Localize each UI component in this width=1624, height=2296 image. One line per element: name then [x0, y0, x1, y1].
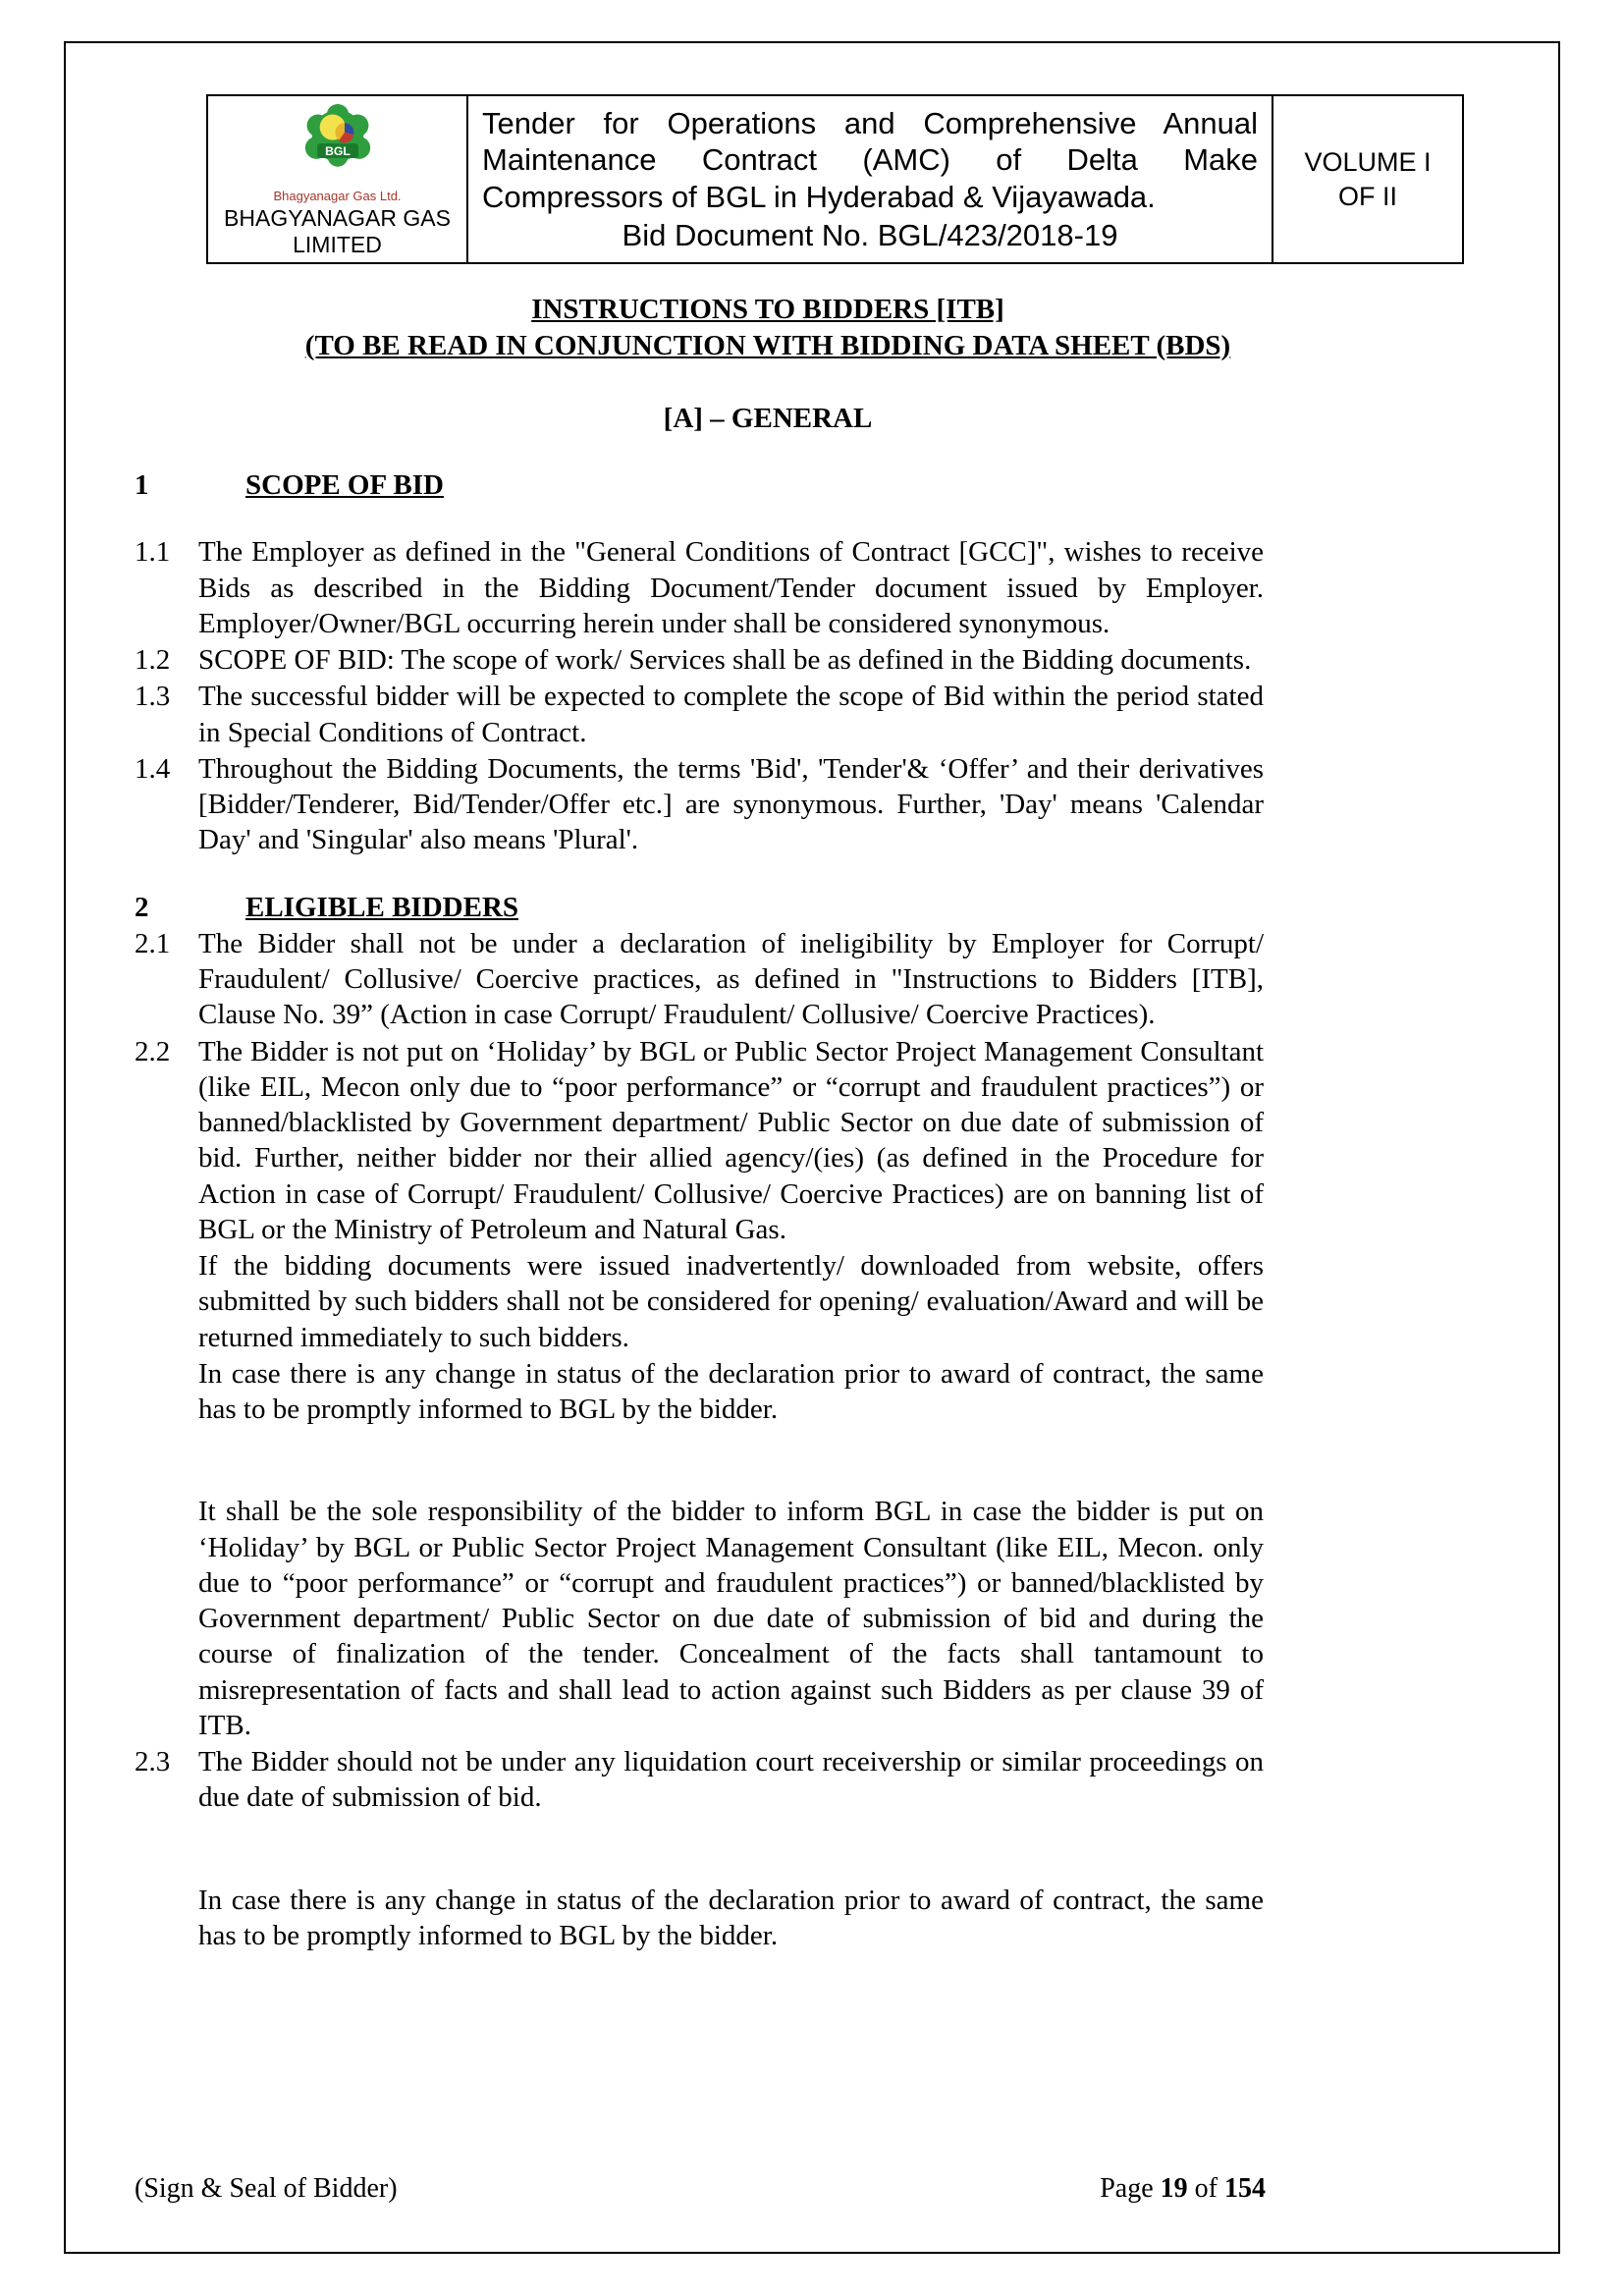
paragraph — [135, 1356, 1401, 1428]
paragraph — [135, 1883, 1401, 1954]
paragraph — [135, 1744, 1401, 1816]
paragraph-text: SCOPE OF BID: The scope of work/ Services shall be as defined in the Bidding documents. — [198, 644, 1252, 676]
item-number: 1.1 — [135, 536, 171, 569]
paragraph-text: The Bidder is not put on ‘Holiday’ by BGL or Public Sector Project Management Consultant (like EIL, Mecon only due to “poor performance” or “corrupt and fraudulent practices”) or banned/blacklisted by Government department/ Public Sector on due date of submission of bid. Further, neither bidder nor their allied agency/(ies) (as defined in the Procedure for Action in case of Corrupt/ Fraudulent/ Collusive/ Coercive Practices) are on banning list of BGL or the Ministry of Petroleum and Natural Gas. — [198, 1035, 1264, 1245]
item-number — [135, 1356, 198, 1428]
page-border — [64, 41, 1560, 2254]
paragraph-text: The Employer as defined in the "General Conditions of Contract [GCC]", wishes to receive Bids as described in the Bidding Document/Tender document issued by Employer. Employer/Owner/BGL occurring herein under shall be considered synonymous. — [198, 536, 1264, 639]
bgl-logo — [291, 102, 385, 187]
item-number: 2.1 — [135, 927, 171, 959]
sign-seal-label: (Sign & Seal of Bidder) — [135, 2173, 398, 2204]
document-header — [206, 94, 1464, 264]
of-word: of — [1194, 2173, 1218, 2204]
tender-title: Tender for Operations and Comprehensive Annual Maintenance Contract (AMC) of Delta Make Compressors of BGL in Hyderabad & Vijayawada. — [482, 106, 1258, 214]
item-number: 1.2 — [135, 644, 171, 676]
logo-tagline: Bhagyanagar Gas Ltd. — [273, 189, 402, 203]
item-number: 1 — [135, 469, 149, 501]
document-title-line-2: (TO BE READ IN CONJUNCTION WITH BIDDING DATA SHEET (BDS) — [304, 329, 1231, 361]
section-heading — [135, 467, 1401, 503]
page-total: 154 — [1224, 2173, 1266, 2204]
document-body — [135, 292, 1401, 1953]
volume-line-1: VOLUME I — [1304, 146, 1432, 177]
page-indicator — [1100, 2173, 1266, 2205]
paragraph-text: It shall be the sole responsibility of the bidder to inform BGL in case the bidder is put on ‘Holiday’ by BGL or Public Sector Project Management Consultant (like EIL, Mecon. only due to “poor performance” or “corrupt and fraudulent practices”) or banned/blacklisted by Government department/ Public Sector on due date of submission of bid and during the course of finalization of the tender. Concealment of the facts shall tantamount to misrepresentation of facts and shall lead to action against such Bidders as per clause 39 of ITB. — [198, 1496, 1264, 1741]
document-content — [135, 467, 1401, 1953]
item-number — [135, 1494, 198, 1743]
item-number: 2 — [135, 891, 149, 923]
company-name: BHAGYANAGAR GAS LIMITED — [224, 205, 451, 258]
paragraph-text: The successful bidder will be expected to complete the scope of Bid within the period stated in Special Conditions of Contract. — [198, 681, 1264, 748]
page-footer — [135, 2173, 1266, 2205]
item-number — [135, 1248, 198, 1355]
paragraph — [135, 1494, 1401, 1743]
volume-line-2: OF II — [1338, 181, 1397, 211]
paragraph-text: If the bidding documents were issued inadvertently/ downloaded from website, offers submitted by such bidders shall not be considered for opening/ evaluation/Award and will be returned immediately to such bidders. — [198, 1250, 1264, 1353]
page-number: 19 — [1160, 2173, 1188, 2204]
paragraph — [135, 926, 1401, 1033]
item-number — [135, 1883, 198, 1954]
item-number: 2.3 — [135, 1746, 171, 1777]
tender-title-cell — [468, 96, 1273, 262]
paragraph-text: In case there is any change in status of the declaration prior to award of contract, the same has to be promptly informed to BGL by the bidder. — [198, 1357, 1264, 1425]
paragraph — [135, 679, 1401, 750]
page-word: Page — [1100, 2173, 1154, 2204]
paragraph — [135, 1034, 1401, 1248]
section-heading-text: SCOPE OF BID — [245, 469, 444, 501]
paragraph — [135, 751, 1401, 858]
paragraph-text: The Bidder should not be under any liquidation court receivership or similar proceedings on due date of submission of bid. — [198, 1746, 1264, 1814]
logo-cell — [208, 96, 468, 262]
paragraph-text: The Bidder shall not be under a declaration of ineligibility by Employer for Corrupt/ Fraudulent/ Collusive/ Coercive practices, as defined in "Instructions to Bidders [ITB], Clause No. 39” (Action in case Corrupt/ Fraudulent/ Collusive/ Coercive Practices). — [198, 927, 1264, 1031]
paragraph-text: In case there is any change in status of the declaration prior to award of contract, the same has to be promptly informed to BGL by the bidder. — [198, 1884, 1264, 1951]
paragraph-text: Throughout the Bidding Documents, the terms 'Bid', 'Tender'& ‘Offer’ and their derivatives [Bidder/Tenderer, Bid/Tender/Offer etc.] are synonymous. Further, 'Day' means 'Calendar Day' and 'Singular' also means 'Plural'. — [198, 752, 1264, 856]
item-number: 1.4 — [135, 752, 171, 785]
section-heading-text: ELIGIBLE BIDDERS — [245, 891, 519, 923]
document-title-line-1: INSTRUCTIONS TO BIDDERS [ITB] — [531, 294, 1004, 326]
item-number: 1.3 — [135, 681, 171, 713]
paragraph — [135, 1248, 1401, 1355]
logo-short-name: BGL — [324, 143, 351, 158]
volume-label — [1273, 96, 1462, 262]
bid-document-number: Bid Document No. BGL/423/2018-19 — [622, 217, 1118, 252]
general-section-label: [A] – GENERAL — [663, 402, 873, 434]
paragraph — [135, 642, 1401, 678]
section-heading — [135, 890, 1401, 925]
item-number: 2.2 — [135, 1035, 171, 1067]
paragraph — [135, 534, 1401, 641]
